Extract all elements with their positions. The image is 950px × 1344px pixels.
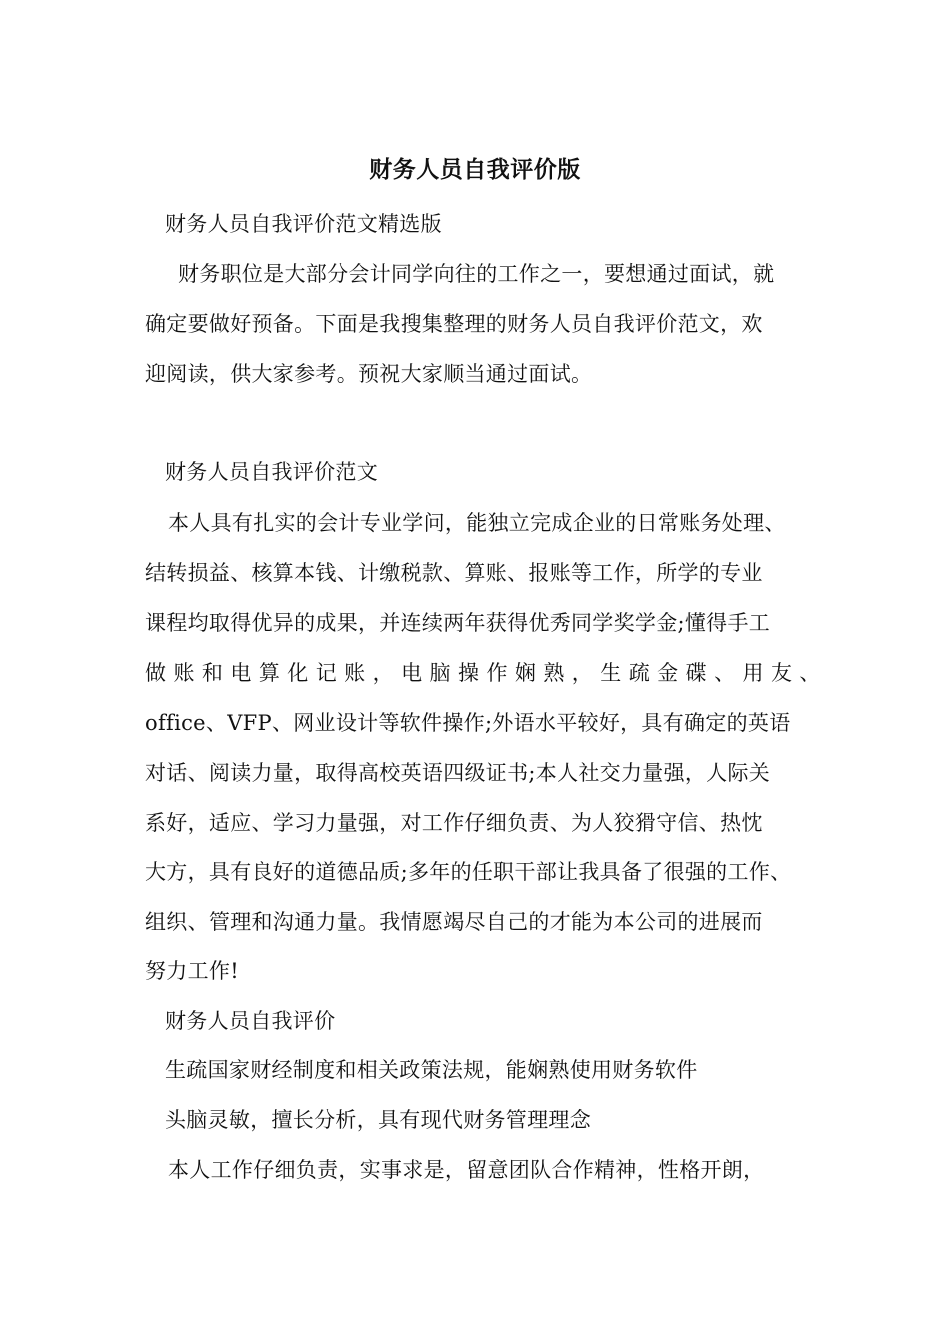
paragraph-line: 财务职位是大部分会计同学向往的工作之一，要想通过面试，就 [178,262,775,286]
char: 用 [742,661,764,685]
paragraph-line: 系好，适应、学习力量强，对工作仔细负责、为人狡猾守信、热忱 [145,811,763,835]
char: 金 [657,661,679,685]
paragraph-line: 本人具有扎实的会计专业学问，能独立完成企业的日常账务处理、 [168,511,786,535]
section-heading: 财务人员自我评价范文 [165,460,378,484]
char: 碟 [685,661,707,685]
paragraph-line: 头脑灵敏，擅长分析，具有现代财务管理理念 [165,1108,591,1132]
char: 做 [145,661,167,685]
char: 记 [315,661,338,685]
char: 操 [457,661,480,685]
paragraph-line: 大方，具有良好的道德品质;多年的任职干部让我具备了很强的工作、 [145,860,792,884]
paragraph-line: 课程均取得优异的成果，并连续两年获得优秀同学奖学金;懂得手工 [145,611,771,635]
paragraph-line: 迎阅读，供大家参考。预祝大家顺当通过面试。 [145,362,593,386]
paragraph-line: 努力工作! [145,959,239,983]
char: 算 [258,661,281,685]
char: ， [571,661,594,685]
paragraph-line: 生疏国家财经制度和相关政策法规，能娴熟使用财务软件 [165,1058,698,1082]
paragraph-line: office、VFP、网业设计等软件操作;外语水平较好，具有确定的英语 [145,711,791,735]
char: 电 [230,661,252,685]
char: 熟 [543,661,565,685]
char: 脑 [429,661,451,685]
char: 账 [173,661,195,685]
char: 账 [344,661,366,685]
char: ， [372,661,394,685]
char: 疏 [628,661,651,685]
char: 友 [770,661,793,685]
subtitle-line: 财务人员自我评价范文精选版 [165,212,442,236]
paragraph-line: 组织、管理和沟通力量。我情愿竭尽自己的才能为本公司的进展而 [145,910,763,934]
section-heading: 财务人员自我评价 [165,1009,336,1033]
char: 作 [486,661,508,685]
char: 生 [600,661,622,685]
char: 化 [287,661,309,685]
document-title: 财务人员自我评价版 [369,156,581,183]
char: 电 [401,661,423,685]
char: 和 [201,661,224,685]
paragraph-line: 本人工作仔细负责，实事求是，留意团队合作精神，性格开朗， [168,1158,765,1182]
paragraph-line: 结转损益、核算本钱、计缴税款、算账、报账等工作，所学的专业 [145,561,763,585]
char: 、 [714,661,736,685]
paragraph-line: 确定要做好预备。下面是我搜集整理的财务人员自我评价范文，欢 [145,312,763,336]
paragraph-line: 对话、阅读力量，取得高校英语四级证书;本人社交力量强，人际关 [145,761,771,785]
char: 娴 [514,661,537,685]
char: 、 [799,661,821,685]
paragraph-line-spaced [145,657,821,689]
